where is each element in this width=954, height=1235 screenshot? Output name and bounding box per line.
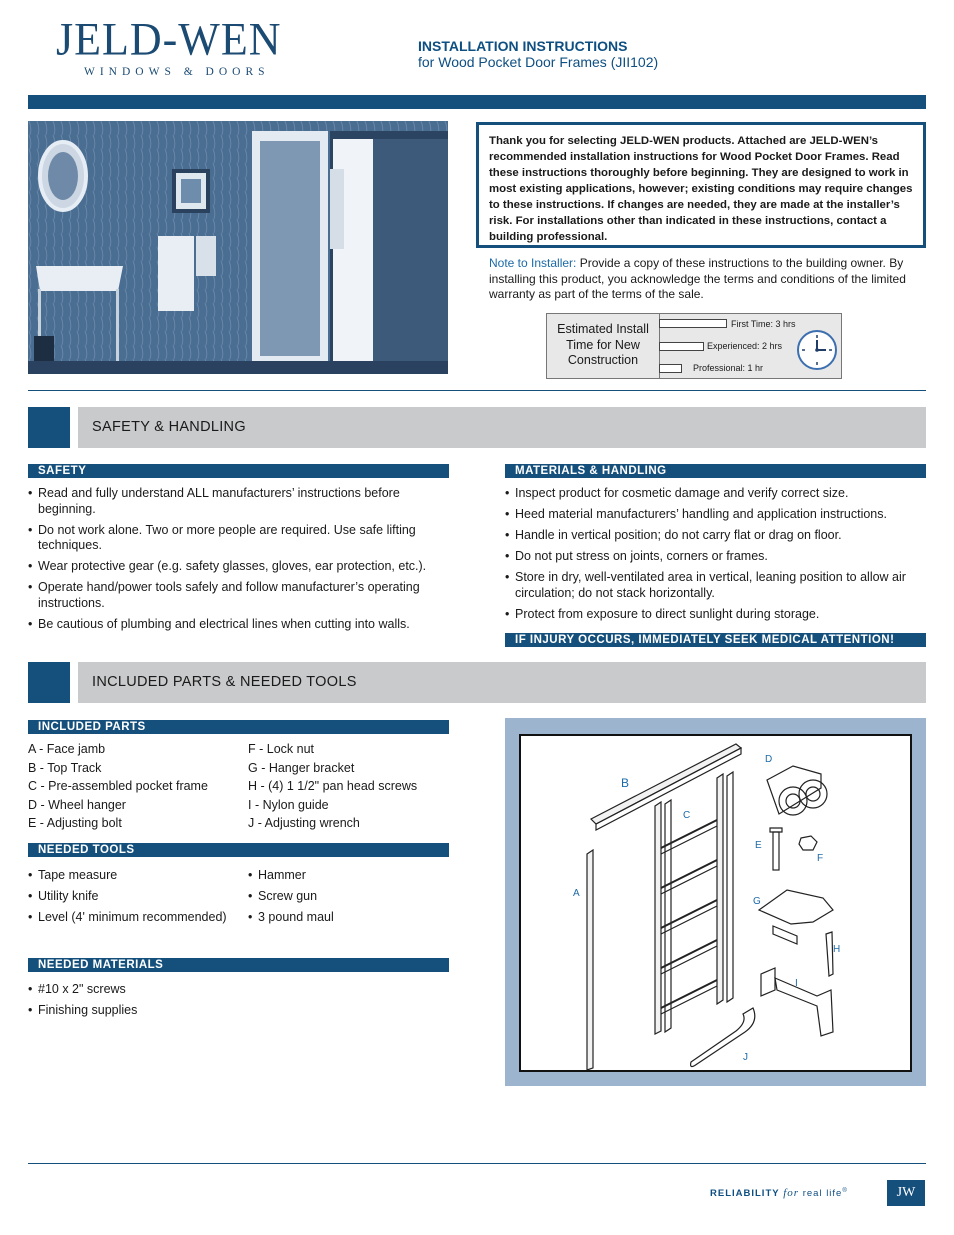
list-item: E - Adjusting bolt — [28, 816, 122, 830]
diagram-label-c: C — [683, 810, 691, 821]
estimate-bar-experienced — [659, 342, 704, 351]
section-marker — [28, 407, 70, 448]
list-item: A - Face jamb — [28, 742, 106, 756]
materials-handling-header: MATERIALS & HANDLING — [505, 464, 926, 478]
clock-icon — [797, 330, 837, 370]
footer-divider — [28, 1163, 926, 1164]
needed-materials-header: NEEDED MATERIALS — [28, 958, 449, 972]
list-item: C - Pre-assembled pocket frame — [28, 779, 208, 793]
needed-tools-col2 — [248, 868, 448, 931]
list-item: • Finishing supplies — [28, 1003, 328, 1019]
section-marker — [28, 662, 70, 703]
footer-slogan — [710, 1187, 848, 1199]
estimate-text-professional: Professional: 1 hr — [693, 363, 764, 373]
estimate-text-first-time: First Time: 3 hrs — [731, 319, 796, 329]
diagram-label-a: A — [573, 888, 580, 899]
needed-tools-header: NEEDED TOOLS — [28, 843, 449, 857]
needed-tools-col1 — [28, 868, 228, 931]
list-item: H - (4) 1 1/2" pan head screws — [248, 779, 418, 793]
list-item: • Tape measure — [28, 868, 228, 884]
jw-logo-badge: JW — [887, 1180, 925, 1206]
diagram-label-b: B — [621, 776, 630, 790]
included-parts-col2 — [248, 740, 448, 833]
diagram-label-f: F — [817, 853, 824, 864]
included-parts-header: INCLUDED PARTS — [28, 720, 449, 734]
list-item: • Protect from exposure to direct sunlight during storage. — [505, 607, 923, 623]
included-parts-col1 — [28, 740, 238, 833]
list-item: I - Nylon guide — [248, 797, 329, 812]
page-subtitle: for Wood Pocket Door Frames (JII102) — [418, 54, 659, 70]
slogan-reliability: RELIABILITY — [710, 1188, 780, 1199]
page-title: INSTALLATION INSTRUCTIONS — [418, 38, 628, 54]
parts-diagram-frame — [519, 734, 912, 1072]
parts-diagram — [505, 718, 926, 1086]
parts-illustration — [521, 736, 910, 1070]
list-item: • Wear protective gear (e.g. safety glasses, gloves, ear protection, etc.). — [28, 559, 440, 575]
safety-header: SAFETY — [28, 464, 449, 478]
list-item: • Heed material manufacturers’ handling and application instructions. — [505, 507, 923, 523]
list-item: • 3 pound maul — [248, 910, 448, 926]
header-bar — [28, 95, 926, 109]
list-item: • Screw gun — [248, 889, 448, 905]
estimate-text-experienced: Experienced: 2 hrs — [707, 341, 783, 351]
list-item: • Do not put stress on joints, corners or frames. — [505, 549, 923, 565]
logo-wordmark: JELD-WEN — [56, 13, 282, 66]
installer-note-text: Provide a copy of these instructions to the building owner. By installing this product, you acknowledge the terms and conditions of the limited warranty as part of the terms of the sale. — [489, 256, 906, 301]
diagram-label-j: J — [743, 1052, 748, 1063]
list-item: • Level (4' minimum recommended) — [28, 910, 228, 926]
list-item: D - Wheel hanger — [28, 797, 126, 812]
needed-materials-list — [28, 982, 328, 1024]
list-item: B - Top Track — [28, 760, 102, 775]
diagram-label-i: I — [795, 978, 798, 989]
estimate-bar-professional — [659, 364, 682, 373]
list-item: • Inspect product for cosmetic damage and verify correct size. — [505, 486, 923, 502]
diagram-label-e: E — [755, 840, 762, 851]
slogan-for: for — [783, 1187, 800, 1199]
estimate-label: Estimated Install Time for New Construction — [557, 322, 649, 367]
list-item: • Handle in vertical position; do not carry flat or drag on floor. — [505, 528, 923, 544]
diagram-label-h: H — [833, 944, 841, 955]
install-time-estimate — [546, 313, 842, 379]
list-item: • Do not work alone. Two or more people are required. Use safe lifting techniques. — [28, 523, 440, 554]
estimate-bar-first-time — [659, 319, 727, 328]
diagram-label-g: G — [753, 896, 761, 907]
section-title-parts-tools: INCLUDED PARTS & NEEDED TOOLS — [92, 674, 357, 690]
installer-note — [489, 256, 909, 303]
injury-warning: IF INJURY OCCURS, IMMEDIATELY SEEK MEDICAL ATTENTION! — [505, 633, 926, 647]
list-item: • Read and fully understand ALL manufacturers’ instructions before beginning. — [28, 486, 440, 517]
registered-mark: ® — [842, 1187, 848, 1194]
list-item: • Operate hand/power tools safely and follow manufacturer’s operating instructions. — [28, 580, 440, 611]
materials-handling-list — [505, 486, 923, 628]
list-item: F - Lock nut — [248, 742, 314, 756]
divider — [28, 390, 926, 391]
slogan-real-life: real life — [802, 1188, 843, 1199]
diagram-label-d: D — [765, 754, 773, 765]
section-title-safety-handling: SAFETY & HANDLING — [92, 419, 246, 435]
intro-notice: Thank you for selecting JELD-WEN products. Attached are JELD-WEN’s recommended installation instructions for Wood Pocket Door Frames. Read these instructions thoroughly before beginning. They are designed to work in most existing applications, however; existing conditions may require changes to these instructions. If changes are needed, they are made at the installer’s risk. For installations other than indicated in these instructions, contact a building professional. — [476, 122, 926, 248]
list-item: J - Adjusting wrench — [248, 816, 360, 830]
list-item: G - Hanger bracket — [248, 760, 355, 775]
safety-list — [28, 486, 440, 638]
logo-tagline: WINDOWS & DOORS — [84, 66, 270, 78]
list-item: • Be cautious of plumbing and electrical lines when cutting into walls. — [28, 617, 440, 633]
installer-note-label: Note to Installer: — [489, 256, 577, 270]
list-item: • #10 x 2" screws — [28, 982, 328, 998]
bathroom-pocket-door-photo — [28, 121, 448, 374]
list-item: • Store in dry, well-ventilated area in vertical, leaning position to allow air circulation; do not stack horizontally. — [505, 570, 923, 601]
list-item: • Utility knife — [28, 889, 228, 905]
list-item: • Hammer — [248, 868, 448, 884]
